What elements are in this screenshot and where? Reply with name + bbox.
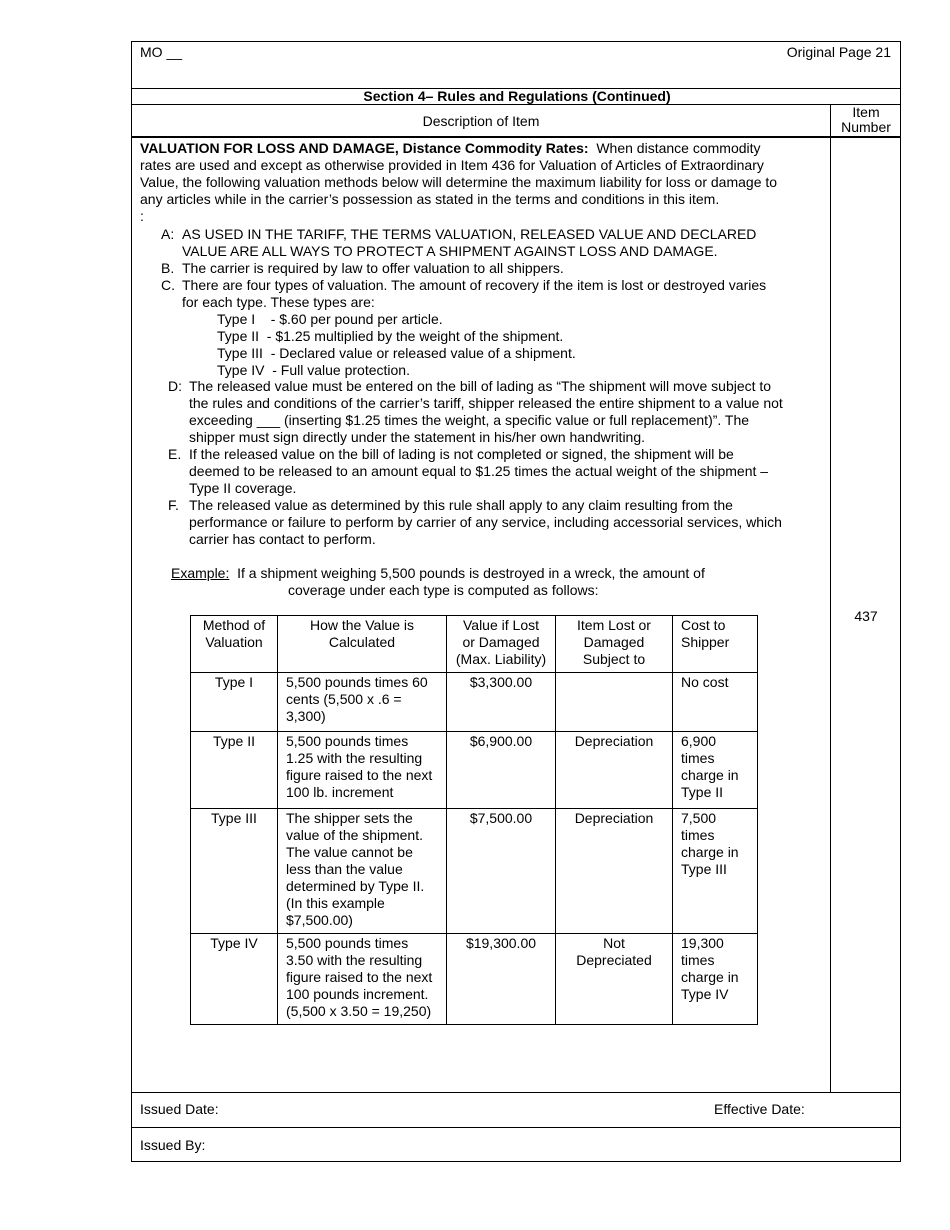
cell-subject-to bbox=[556, 673, 673, 732]
rule-item-column bbox=[830, 104, 831, 1092]
cell-method bbox=[191, 934, 278, 1025]
header-method-line: Valuation bbox=[205, 634, 263, 650]
cell-value bbox=[447, 732, 556, 809]
item-b-label: B. bbox=[161, 260, 175, 276]
type-iii-line: Type III - Declared value or released value of a shipment. bbox=[217, 345, 576, 361]
item-f-label: F. bbox=[168, 497, 179, 513]
cell-value-line: $6,900.00 bbox=[469, 733, 533, 749]
item-f-line1: The released value as determined by this rule shall apply to any claim resulting from the bbox=[189, 497, 733, 513]
item-b-line1: The carrier is required by law to offer valuation to all shippers. bbox=[182, 260, 564, 276]
cell-calculation-line: figure raised to the next bbox=[286, 969, 433, 985]
cell-subject-to bbox=[556, 732, 673, 809]
header-method-line: Method of bbox=[202, 617, 266, 633]
item-number-header-line1: Item bbox=[852, 104, 880, 120]
header-value-line: or Damaged bbox=[462, 634, 540, 650]
cell-cost-line: 7,500 bbox=[681, 810, 717, 826]
item-f-line3: carrier has contact to perform. bbox=[189, 531, 376, 547]
cell-subject-to-line: Depreciation bbox=[574, 810, 654, 826]
item-a-label: A: bbox=[161, 226, 175, 242]
item-number-column-header bbox=[831, 105, 901, 135]
cell-cost-line: Type II bbox=[681, 784, 724, 800]
tariff-page-frame bbox=[131, 41, 901, 1162]
item-number-header-line2: Number bbox=[841, 119, 891, 135]
type-ii-line: Type II - $1.25 multiplied by the weight of the shipment. bbox=[217, 328, 564, 344]
cell-method bbox=[191, 809, 278, 934]
cell-cost-line: No cost bbox=[681, 674, 729, 690]
list-item-a bbox=[161, 226, 756, 260]
table-row bbox=[191, 934, 758, 1025]
cell-calculation-line: 1.25 with the resulting bbox=[286, 750, 423, 766]
intro-line2: rates are used and except as otherwise provided in Item 436 for Valuation of Articles of Extraordinary bbox=[140, 157, 764, 173]
cell-calculation-line: 5,500 pounds times bbox=[286, 935, 409, 951]
cell-cost-line: charge in bbox=[681, 969, 739, 985]
issued-by-label: Issued By: bbox=[140, 1137, 206, 1153]
cell-cost bbox=[673, 673, 758, 732]
example-line2: coverage under each type is computed as follows: bbox=[288, 582, 599, 598]
cell-calculation-line: $7,500.00) bbox=[286, 912, 353, 928]
cell-calculation-line: (In this example bbox=[286, 895, 385, 911]
cell-cost-line: times bbox=[681, 750, 715, 766]
cell-cost bbox=[673, 934, 758, 1025]
cell-cost-line: 6,900 bbox=[681, 733, 717, 749]
item-e-line3: Type II coverage. bbox=[189, 480, 297, 496]
example-block bbox=[171, 565, 705, 599]
header-value-line: (Max. Liability) bbox=[455, 651, 547, 667]
cell-cost-line: charge in bbox=[681, 844, 739, 860]
cell-cost-line: times bbox=[681, 827, 715, 843]
mo-label: MO __ bbox=[140, 44, 183, 60]
item-e-label: E. bbox=[168, 446, 182, 462]
header-method bbox=[191, 616, 278, 673]
cell-calculation bbox=[278, 673, 447, 732]
cell-calculation-line: 100 lb. increment bbox=[286, 784, 394, 800]
intro-line4: any articles while in the carrier’s possession as stated in the terms and conditions in this item. bbox=[140, 191, 720, 207]
cell-method-line: Type IV bbox=[210, 935, 258, 951]
rule-body-bottom bbox=[132, 1092, 900, 1093]
type-iv-line: Type IV - Full value protection. bbox=[217, 362, 410, 378]
cell-calculation-line: 100 pounds increment. bbox=[286, 986, 429, 1002]
header-subject-line: Item Lost or bbox=[577, 617, 651, 633]
header-value-line: Value if Lost bbox=[462, 617, 539, 633]
cell-calculation-line: The shipper sets the bbox=[286, 810, 413, 826]
cell-cost-line: times bbox=[681, 952, 715, 968]
table-header-row bbox=[191, 616, 758, 673]
cell-subject-to-line: Depreciated bbox=[576, 952, 652, 968]
intro-heading: VALUATION FOR LOSS AND DAMAGE, Distance Commodity Rates: bbox=[140, 140, 589, 156]
cell-subject-to-line: Depreciation bbox=[574, 733, 654, 749]
section-title: Section 4– Rules and Regulations (Continued) bbox=[363, 88, 671, 104]
cell-cost-line: charge in bbox=[681, 767, 739, 783]
cell-calculation-line: determined by Type II. bbox=[286, 878, 425, 894]
effective-date-label: Effective Date: bbox=[714, 1101, 805, 1117]
header-cost-line: Shipper bbox=[681, 634, 730, 650]
cell-subject-to bbox=[556, 934, 673, 1025]
item-c-line1: There are four types of valuation. The amount of recovery if the item is lost or destroyed varies bbox=[182, 277, 767, 293]
rule-issued-date-bottom bbox=[132, 1127, 900, 1128]
item-e-line1: If the released value on the bill of lading is not completed or signed, the shipment will be bbox=[189, 446, 734, 462]
issued-date-label: Issued Date: bbox=[140, 1101, 219, 1117]
item-e-line2: deemed to be released to an amount equal to $1.25 times the actual weight of the shipment – bbox=[189, 463, 769, 479]
intro-paragraph bbox=[140, 140, 826, 225]
header-subject bbox=[556, 616, 673, 673]
page-label: Original Page 21 bbox=[786, 44, 891, 60]
header-calc-line: How the Value is bbox=[309, 617, 414, 633]
cell-calculation-line: figure raised to the next bbox=[286, 767, 433, 783]
item-d-line2: the rules and conditions of the carrier’s tariff, shipper released the entire shipment to a value not bbox=[189, 395, 783, 411]
cell-method-line: Type I bbox=[214, 674, 254, 690]
type-i-line: Type I - $.60 per pound per article. bbox=[217, 311, 443, 327]
cell-calculation-line: less than the value bbox=[286, 861, 403, 877]
item-c-line2: for each type. These types are: bbox=[182, 294, 375, 310]
item-a-line1: AS USED IN THE TARIFF, THE TERMS VALUATION, RELEASED VALUE AND DECLARED bbox=[182, 226, 757, 242]
header-calc-line: Calculated bbox=[328, 634, 396, 650]
intro-line1: When distance commodity bbox=[588, 140, 761, 156]
cell-method bbox=[191, 732, 278, 809]
cell-method-line: Type II bbox=[212, 733, 256, 749]
item-c-label: C. bbox=[161, 277, 175, 293]
table-row bbox=[191, 809, 758, 934]
cell-calculation-line: cents (5,500 x .6 = bbox=[286, 691, 402, 707]
cell-cost-line: Type IV bbox=[681, 986, 729, 1002]
cell-subject-to bbox=[556, 809, 673, 934]
header-subject-line: Damaged bbox=[583, 634, 645, 650]
cell-calculation-line: 3,300) bbox=[286, 708, 326, 724]
table-row bbox=[191, 673, 758, 732]
cell-calculation bbox=[278, 934, 447, 1025]
cell-subject-to-line: Not bbox=[603, 935, 625, 951]
cell-cost-line: Type III bbox=[681, 861, 727, 877]
cell-calculation-line: 3.50 with the resulting bbox=[286, 952, 423, 968]
item-d-line4: shipper must sign directly under the statement in his/her own handwriting. bbox=[189, 429, 646, 445]
header-calc bbox=[278, 616, 447, 673]
cell-value bbox=[447, 809, 556, 934]
cell-calculation-line: value of the shipment. bbox=[286, 827, 423, 843]
cell-cost-line: 19,300 bbox=[681, 935, 724, 951]
cell-method bbox=[191, 673, 278, 732]
description-column-header: Description of Item bbox=[422, 113, 540, 129]
item-a-line2: VALUE ARE ALL WAYS TO PROTECT A SHIPMENT AGAINST LOSS AND DAMAGE. bbox=[182, 243, 718, 259]
cell-cost bbox=[673, 732, 758, 809]
cell-value bbox=[447, 673, 556, 732]
cell-cost bbox=[673, 809, 758, 934]
intro-line3: Value, the following valuation methods below will determine the maximum liability for loss or damage to bbox=[140, 174, 778, 190]
header-cost bbox=[673, 616, 758, 673]
item-f-line2: performance or failure to perform by carrier of any service, including accessorial services, which bbox=[189, 514, 782, 530]
header-subject-line: Subject to bbox=[582, 651, 646, 667]
intro-colon: : bbox=[140, 208, 144, 224]
cell-value bbox=[447, 934, 556, 1025]
item-d-label: D: bbox=[168, 378, 182, 394]
cell-calculation-line: (5,500 x 3.50 = 19,250) bbox=[286, 1003, 432, 1019]
cell-value-line: $3,300.00 bbox=[469, 674, 533, 690]
header-cost-line: Cost to bbox=[681, 617, 726, 633]
cell-value-line: $19,300.00 bbox=[465, 935, 537, 951]
cell-value-line: $7,500.00 bbox=[469, 810, 533, 826]
cell-calculation-line: The value cannot be bbox=[286, 844, 413, 860]
item-number: 437 bbox=[854, 608, 878, 624]
item-d-line3: exceeding ___ (inserting $1.25 times the weight, a specific value or full replacement)”. The bbox=[189, 412, 750, 428]
list-item-c bbox=[161, 277, 766, 379]
example-label: Example: bbox=[171, 565, 230, 581]
valuation-table bbox=[190, 615, 758, 1025]
list-item-b bbox=[161, 260, 564, 277]
example-line1: If a shipment weighing 5,500 pounds is destroyed in a wreck, the amount of bbox=[229, 565, 705, 581]
list-item-f bbox=[168, 497, 782, 548]
rule-columns-bottom bbox=[132, 136, 900, 138]
cell-calculation bbox=[278, 809, 447, 934]
cell-calculation-line: 5,500 pounds times 60 bbox=[286, 674, 428, 690]
item-d-line1: The released value must be entered on the bill of lading as “The shipment will move subject to bbox=[189, 378, 772, 394]
table-row bbox=[191, 732, 758, 809]
cell-calculation bbox=[278, 732, 447, 809]
cell-method-line: Type III bbox=[211, 810, 257, 826]
list-item-d bbox=[168, 378, 783, 446]
list-item-e bbox=[168, 446, 768, 497]
header-value bbox=[447, 616, 556, 673]
cell-calculation-line: 5,500 pounds times bbox=[286, 733, 409, 749]
